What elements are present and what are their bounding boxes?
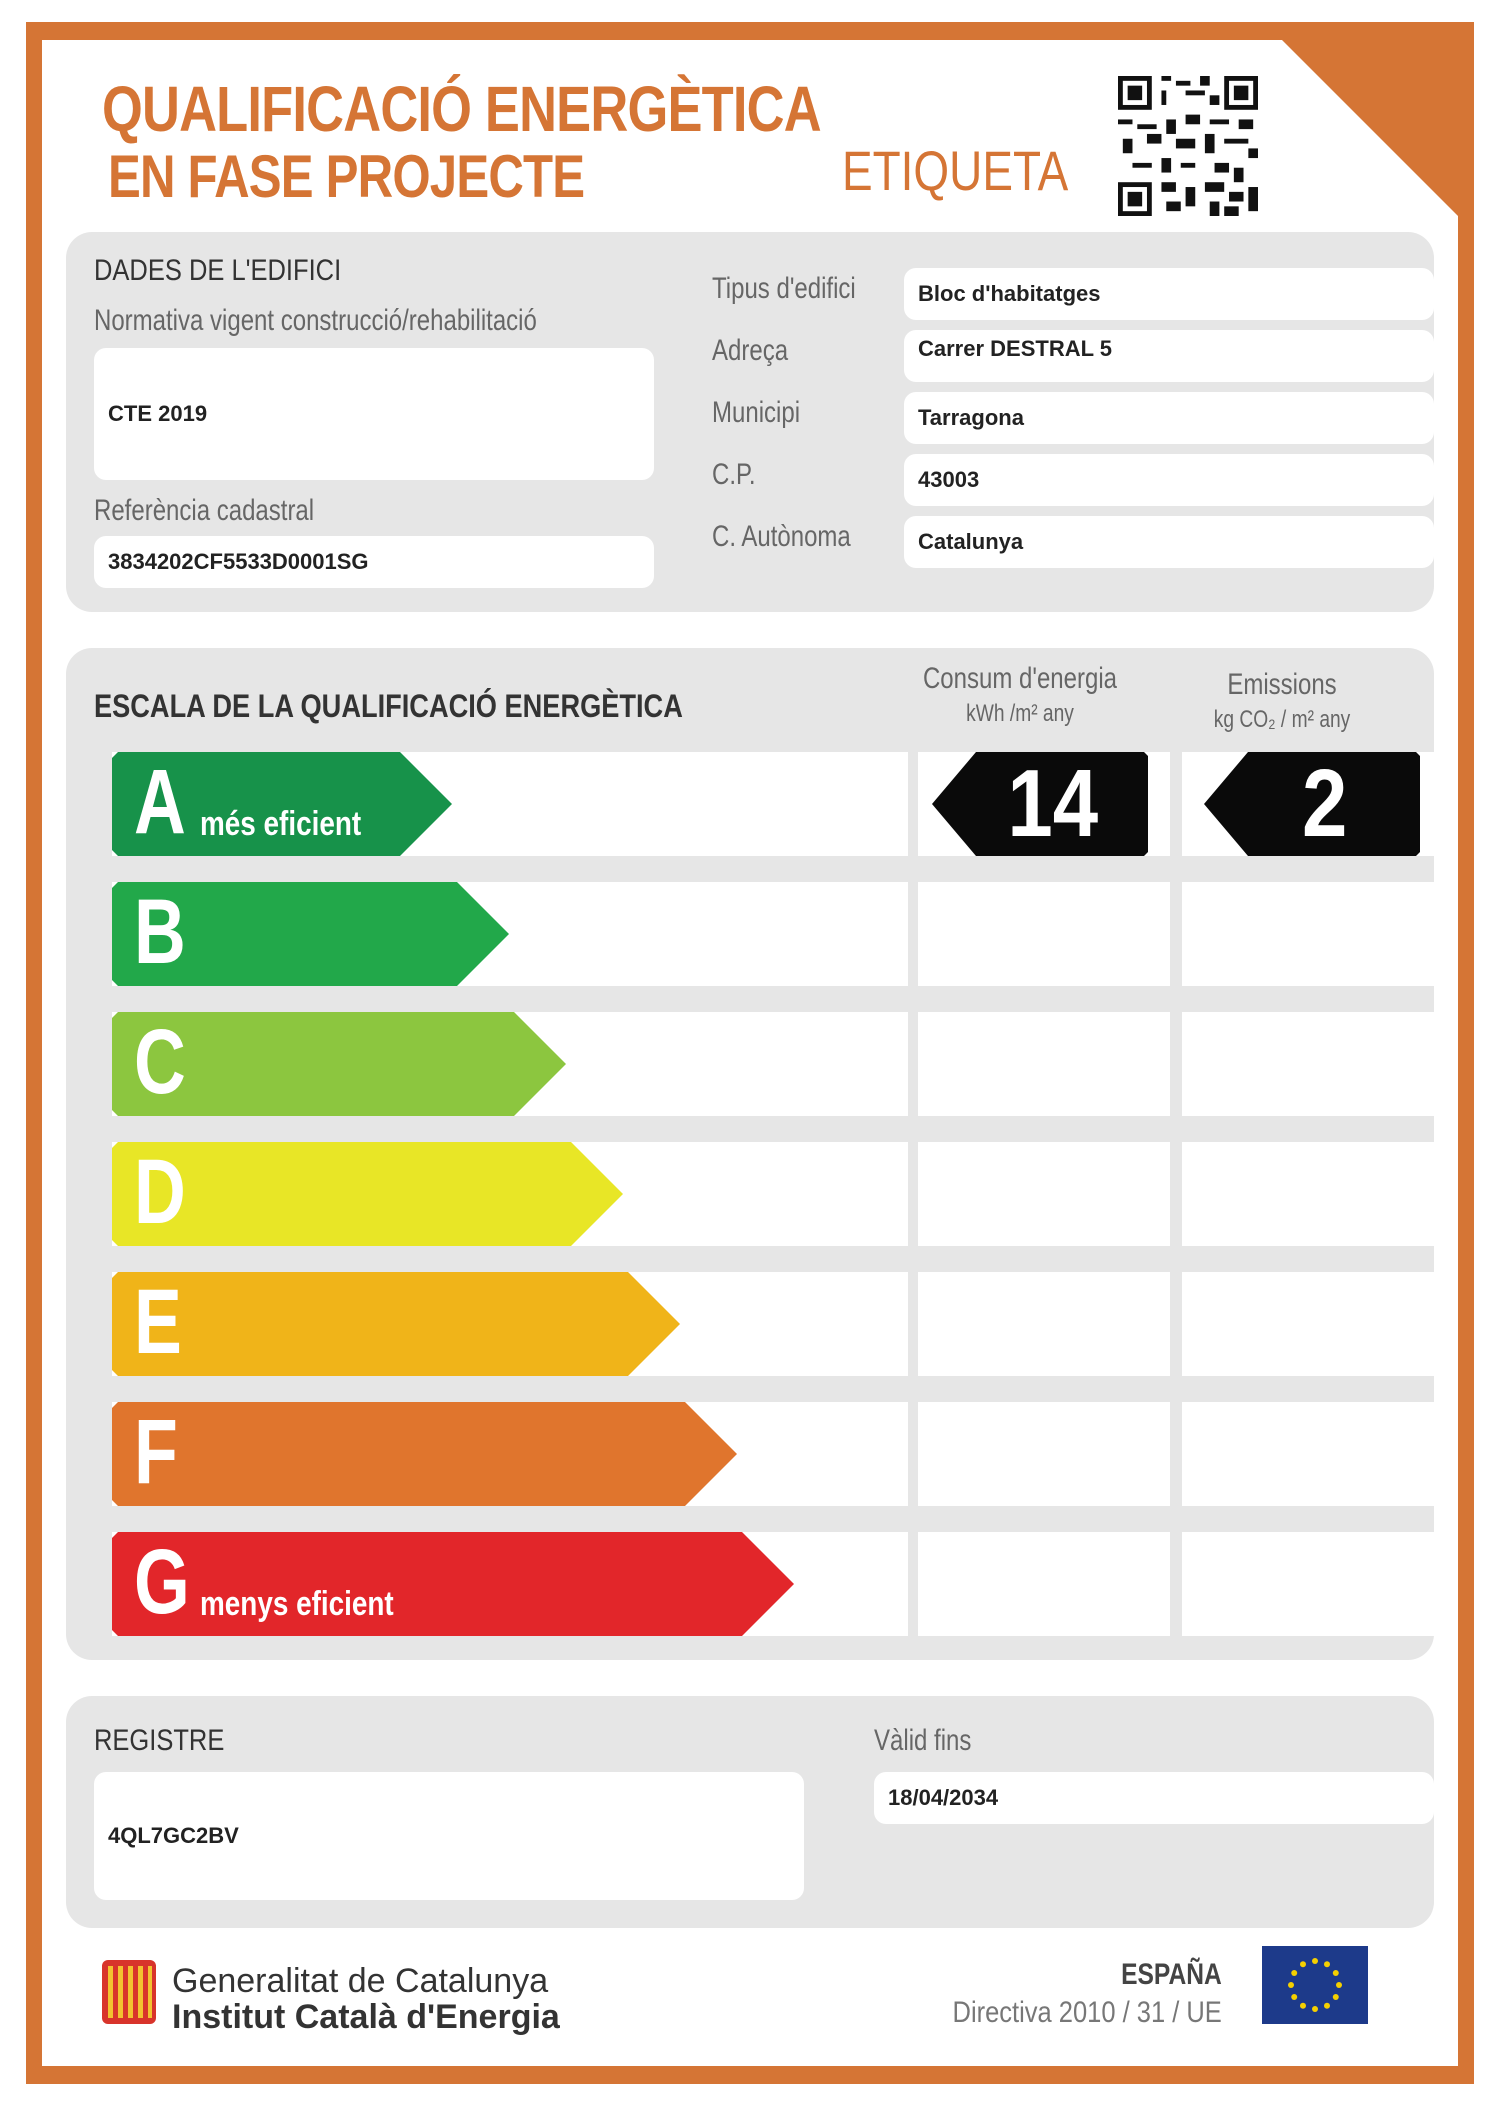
generalitat-emblem-icon (102, 1960, 156, 2024)
energy-scale-panel (66, 648, 1434, 1660)
postal-code-field: 43003 (904, 454, 1434, 506)
energy-class-letter: B (134, 881, 186, 983)
consumption-rating-tag (932, 752, 1148, 856)
qr-code-icon (1118, 76, 1258, 216)
eu-star-icon (1288, 1982, 1294, 1988)
energy-class-arrow (112, 1272, 680, 1376)
eu-star-icon (1333, 1994, 1339, 2000)
registry-panel (66, 1696, 1434, 1928)
consumption-cell (918, 1142, 1170, 1246)
building-type-field: Bloc d'habitatges (904, 268, 1434, 320)
emissions-rating-tag-value: 2 (1302, 750, 1348, 857)
building-section-title: DADES DE L'EDIFICI (94, 254, 342, 287)
field-label: C. Autònoma (712, 520, 851, 553)
field-label: Tipus d'edifici (712, 272, 856, 305)
emissions-cell (1182, 1402, 1434, 1506)
building-data-panel (66, 232, 1434, 612)
energy-class-letter: A (134, 751, 186, 853)
consumption-cell (918, 1012, 1170, 1116)
energy-class-bar-a (112, 752, 452, 856)
normativa-label: Normativa vigent construcció/rehabilitació (94, 304, 537, 337)
eu-star-icon (1291, 1994, 1297, 2000)
eu-star-icon (1336, 1982, 1342, 1988)
eu-star-icon (1312, 2006, 1318, 2012)
valid-until-field: 18/04/2034 (874, 1772, 1434, 1824)
eu-star-icon (1300, 1961, 1306, 1967)
registry-field: 4QL7GC2BV (94, 1772, 804, 1900)
consumption-cell (918, 882, 1170, 986)
consumption-unit: kWh /m² any (966, 700, 1074, 727)
title-line-1: QUALIFICACIÓ ENERGÈTICA (102, 73, 821, 145)
consumption-cell (918, 1402, 1170, 1506)
cadastral-label: Referència cadastral (94, 494, 315, 527)
eu-star-icon (1300, 2003, 1306, 2009)
consumption-cell (918, 1272, 1170, 1376)
normativa-field: CTE 2019 (94, 348, 654, 480)
valid-until-label: Vàlid fins (874, 1724, 972, 1757)
energy-class-letter: G (134, 1531, 190, 1633)
emissions-header (1132, 668, 1432, 734)
label-sheet (42, 40, 1458, 2066)
energy-class-letter: D (134, 1141, 186, 1243)
emissions-cell (1182, 1532, 1434, 1636)
corner-fold (1280, 40, 1458, 218)
title-line-2: EN FASE PROJECTE (108, 143, 585, 210)
eu-star-icon (1324, 1961, 1330, 1967)
emissions-cell (1182, 1012, 1434, 1116)
energy-class-bar-e (112, 1272, 680, 1376)
municipality-field: Tarragona (904, 392, 1434, 444)
energy-class-letter: C (134, 1011, 186, 1113)
consumption-rating-tag-value: 14 (1007, 750, 1099, 857)
field-label: C.P. (712, 458, 756, 491)
eu-star-icon (1324, 2003, 1330, 2009)
consumption-cell (918, 1532, 1170, 1636)
emissions-unit: kg CO₂ / m² any (1213, 706, 1351, 733)
address-field: Carrer DESTRAL 5 (904, 330, 1434, 382)
energy-class-caption: més eficient (200, 805, 362, 843)
energy-class-arrow (112, 1142, 623, 1246)
energy-class-letter: E (134, 1271, 182, 1373)
generalitat-logo (102, 1960, 560, 2036)
directive-label: Directiva 2010 / 31 / UE (952, 1996, 1222, 2029)
energy-class-arrow (112, 1402, 737, 1506)
etiqueta-label: ETIQUETA (842, 139, 1069, 202)
country-label: ESPAÑA (1121, 1958, 1222, 1991)
energy-class-bar-g (112, 1532, 794, 1636)
emissions-header-label: Emissions (1227, 668, 1337, 701)
energy-class-caption: menys eficient (200, 1585, 394, 1623)
energy-class-letter: F (134, 1401, 178, 1503)
energy-class-bar-b (112, 882, 509, 986)
eu-star-icon (1291, 1970, 1297, 1976)
region-field: Catalunya (904, 516, 1434, 568)
energy-class-bar-c (112, 1012, 566, 1116)
emissions-cell (1182, 882, 1434, 986)
field-label: Municipi (712, 396, 801, 429)
energy-class-bar-f (112, 1402, 737, 1506)
eu-star-icon (1312, 1958, 1318, 1964)
emissions-rating-tag (1204, 752, 1420, 856)
field-label: Adreça (712, 334, 789, 367)
eu-star-icon (1333, 1970, 1339, 1976)
emissions-cell (1182, 1272, 1434, 1376)
consumption-header (870, 662, 1170, 728)
label-frame (26, 22, 1474, 2084)
consumption-header-label: Consum d'energia (922, 662, 1118, 695)
cadastral-field: 3834202CF5533D0001SG (94, 536, 654, 588)
eu-flag-icon (1262, 1946, 1368, 2024)
emissions-cell (1182, 1142, 1434, 1246)
institute-name: Institut Català d'Energia (172, 1998, 560, 2036)
scale-section-title: ESCALA DE LA QUALIFICACIÓ ENERGÈTICA (94, 688, 683, 724)
energy-class-bar-d (112, 1142, 623, 1246)
generalitat-name: Generalitat de Catalunya (172, 1962, 549, 2000)
registry-section-title: REGISTRE (94, 1724, 225, 1757)
